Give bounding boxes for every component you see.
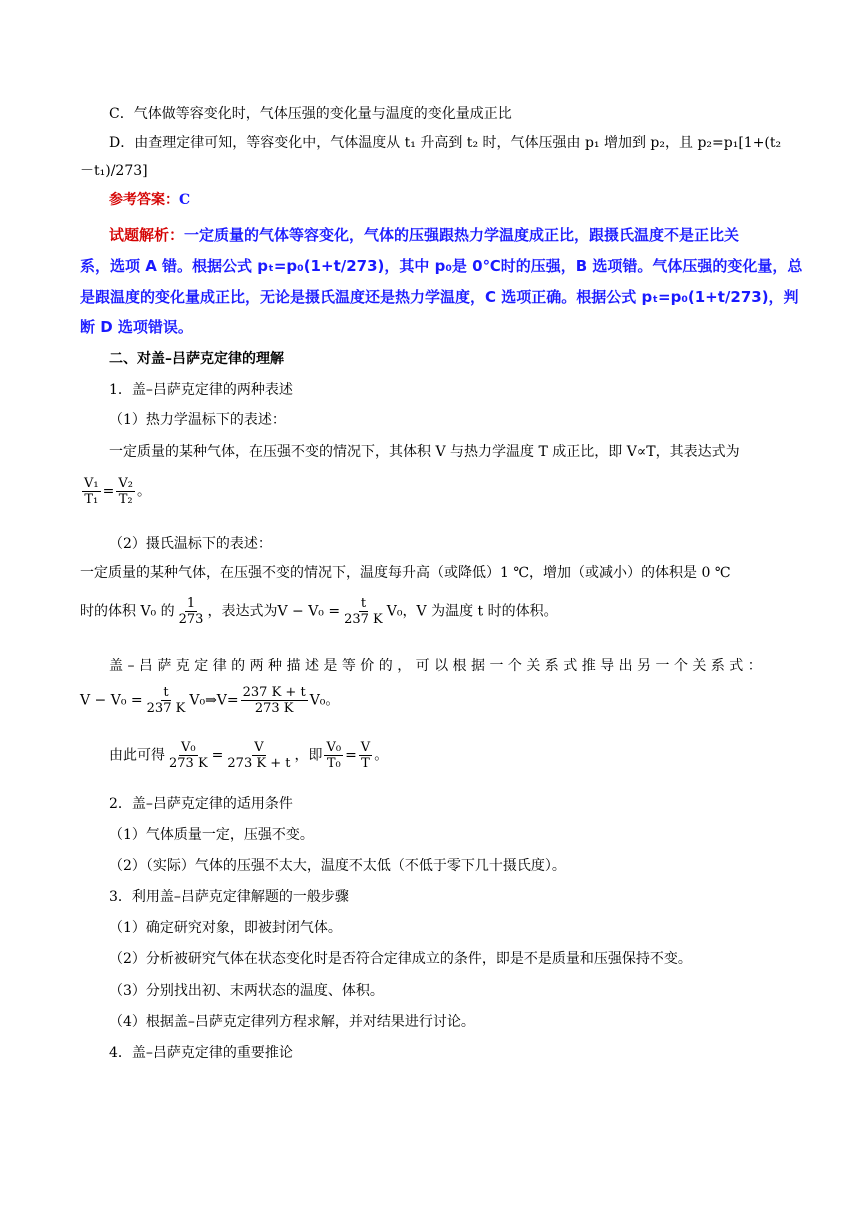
answer-value: C [179,192,191,208]
thermo-statement: 一定质量的某种气体，在压强不变的情况下，其体积 V 与热力学温度 T 成正比，即 V∝T，其表达式为 [109,444,740,460]
option-c: C．气体做等容变化时，气体压强的变化量与温度的变化量成正比 [109,106,512,122]
option-d-line2: －t₁)/273] [80,163,148,179]
step-4: （4）根据盖–吕萨克定律列方程求解，并对结果进行讨论。 [109,1014,475,1030]
celsius-statement: 一定质量的某种气体，在压强不变的情况下，温度每升高（或降低）1 ℃，增加（或减小）的体积是 0 ℃ [80,565,731,581]
subheading-celsius: （2）摄氏温标下的表述： [109,536,272,552]
step-3: （3）分别找出初、末两状态的温度、体积。 [109,983,384,999]
section-title: 二、对盖–吕萨克定律的理解 [109,351,284,367]
explanation-line3: 是跟温度的变化量成正比，无论是摄氏温度还是热力学温度，C 选项正确。根据公式 pₜ=p₀(1+t/273)，判 [80,288,799,306]
derivation-formula: V − V₀ = $\frac{t}{237 K}$ V₀⇒V= $\frac{237 K + t}{273 K}$ V₀。 [80,685,340,716]
explanation-text: 一定质量的气体等容变化，气体的压强跟热力学温度成正比，跟摄氏温度不是正比关 [184,226,740,244]
explanation-label: 试题解析： [109,226,185,244]
condition-2: （2）（实际）气体的压强不太大，温度不太低（不低于零下几十摄氏度）。 [109,858,566,874]
celsius-formula-line: 时的体积 V₀ 的 $\frac{1}{273}$ ，表达式为V − V₀ = $\frac{t}{237 K}$ V₀，V 为温度 t 时的体积。 [80,596,558,627]
reference-answer [109,190,190,210]
equivalence-statement: 盖 – 吕 萨 克 定 律 的 两 种 描 述 是 等 价 的 ， 可 以 根 据 一 个 关 系 式 推 导 出 另 一 个 关 系 式 ： [109,658,762,674]
answer-label: 参考答案： [109,192,179,208]
explanation-line2: 系，选项 A 错。根据公式 pₜ=p₀(1+t/273)，其中 p₀是 0℃时的压强，B 选项错。气体压强的变化量，总 [80,257,803,275]
heading-4: 4．盖–吕萨克定律的重要推论 [109,1045,293,1061]
heading-1: 1．盖–吕萨克定律的两种表述 [109,382,293,398]
explanation-line1 [109,225,739,245]
formula-v1t1-v2t2: $\frac{\text{V₁}}{\text{T₁}}$ = $\frac{\text{V₂}}{\text{T₂}}$ 。 [84,476,151,507]
option-d-line1: D．由查理定律可知，等容变化中，气体温度从 t₁ 升高到 t₂ 时，气体压强由 p₁ 增加到 p₂，且 p₂=p₁[1+(t₂ [109,135,782,151]
explanation-line4: 断 D 选项错误。 [80,318,193,336]
subheading-thermo: （1）热力学温标下的表述： [109,412,286,428]
heading-2: 2．盖–吕萨克定律的适用条件 [109,796,293,812]
condition-1: （1）气体质量一定，压强不变。 [109,827,314,843]
heading-3: 3．利用盖–吕萨克定律解题的一般步骤 [109,889,349,905]
step-2: （2）分析被研究气体在状态变化时是否符合定律成立的条件，即是不是质量和压强保持不变。 [109,951,692,967]
step-1: （1）确定研究对象，即被封闭气体。 [109,920,342,936]
deduction-formula: 由此可得 $\frac{\text{V₀}}{273 K}$ = $\frac{V}{273 K + t}$ ，即 $\frac{\text{V₀}}{\text{T₀}}$ = $\frac{V}{T}$ 。 [109,740,389,771]
